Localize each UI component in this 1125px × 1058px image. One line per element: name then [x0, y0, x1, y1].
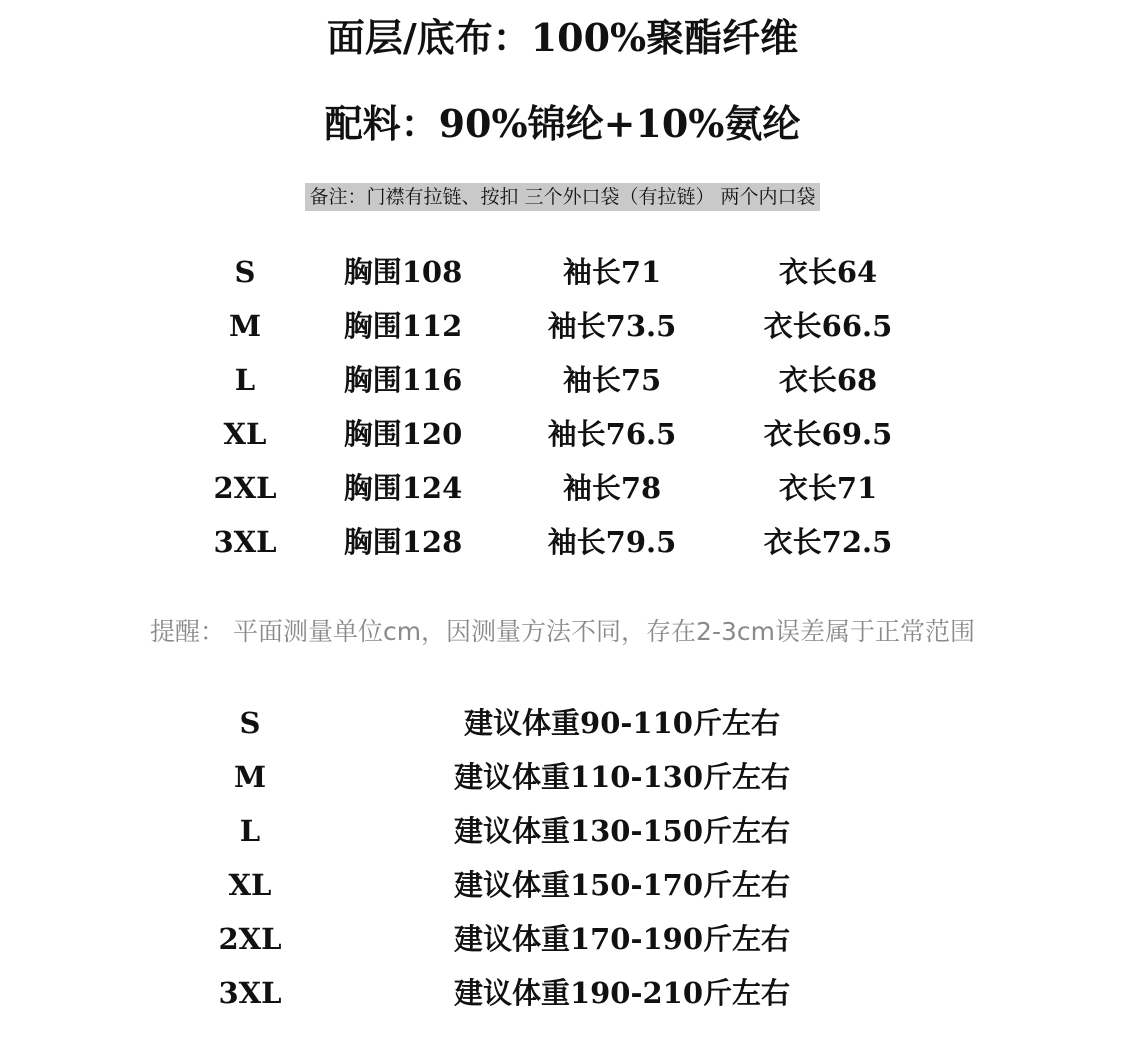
sleeve-value: 袖长79.5: [547, 525, 677, 559]
size-label: XL: [223, 417, 267, 451]
lining-composition: 配料：90%锦纶+10%氨纶: [324, 101, 801, 146]
note-text: 备注：门襟有拉链、按扣 三个外口袋（有拉链） 两个内口袋: [305, 183, 819, 211]
weight-chart: [0, 696, 1125, 1020]
size-label: M: [233, 760, 267, 794]
size-row: [0, 299, 1125, 353]
size-label: L: [234, 363, 256, 397]
chest-value: 胸围128: [343, 525, 463, 559]
recommended-weight: 建议体重90-110斤左右: [464, 706, 780, 740]
fabric-composition: 面层/底布：100%聚酯纤维: [326, 15, 799, 60]
length-value: 衣长64: [778, 255, 878, 289]
size-label: L: [239, 814, 261, 848]
sleeve-value: 袖长73.5: [547, 309, 677, 343]
size-row: [0, 245, 1125, 299]
weight-row: [0, 912, 1125, 966]
size-label: S: [234, 255, 256, 289]
size-row: [0, 461, 1125, 515]
sleeve-value: 袖长71: [562, 255, 662, 289]
length-value: 衣长69.5: [763, 417, 893, 451]
weight-row: [0, 696, 1125, 750]
size-label: 3XL: [213, 525, 277, 559]
recommended-weight: 建议体重190-210斤左右: [453, 976, 791, 1010]
recommended-weight: 建议体重150-170斤左右: [453, 868, 791, 902]
length-value: 衣长68: [778, 363, 878, 397]
weight-row: [0, 966, 1125, 1020]
sleeve-value: 袖长78: [562, 471, 662, 505]
length-value: 衣长71: [778, 471, 878, 505]
sleeve-value: 袖长76.5: [547, 417, 677, 451]
chest-value: 胸围120: [343, 417, 463, 451]
length-value: 衣长66.5: [763, 309, 893, 343]
weight-row: [0, 750, 1125, 804]
note-container: [0, 183, 1125, 211]
size-chart: [0, 245, 1125, 569]
length-value: 衣长72.5: [763, 525, 893, 559]
recommended-weight: 建议体重170-190斤左右: [453, 922, 791, 956]
size-label: 3XL: [218, 976, 282, 1010]
recommended-weight: 建议体重110-130斤左右: [453, 760, 791, 794]
weight-row: [0, 858, 1125, 912]
weight-row: [0, 804, 1125, 858]
size-row: [0, 407, 1125, 461]
recommended-weight: 建议体重130-150斤左右: [453, 814, 791, 848]
size-label: S: [239, 706, 261, 740]
size-row: [0, 353, 1125, 407]
chest-value: 胸围116: [343, 363, 463, 397]
size-label: 2XL: [218, 922, 282, 956]
chest-value: 胸围108: [343, 255, 463, 289]
sleeve-value: 袖长75: [562, 363, 662, 397]
size-label: 2XL: [213, 471, 277, 505]
chest-value: 胸围112: [343, 309, 463, 343]
size-row: [0, 515, 1125, 569]
chest-value: 胸围124: [343, 471, 463, 505]
size-label: M: [228, 309, 262, 343]
measurement-reminder: 提醒： 平面测量单位cm，因测量方法不同，存在2-3cm误差属于正常范围: [150, 617, 975, 646]
size-label: XL: [228, 868, 272, 902]
